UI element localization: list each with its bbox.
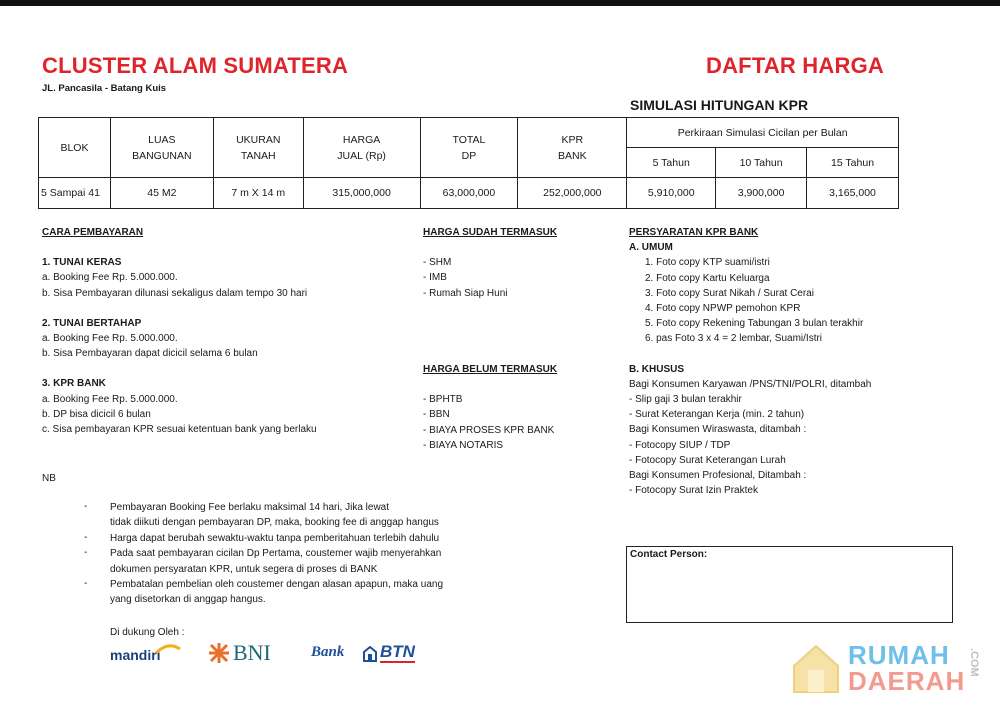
umum-item: 4. Foto copy NPWP pemohon KPR — [645, 303, 801, 315]
nb-line: tidak diikuti dengan pembayaran DP, maka, booking fee di anggap hangus — [110, 517, 439, 529]
nb-bullet: - — [84, 532, 88, 543]
rumah-daerah-house-icon — [790, 642, 842, 696]
btn-logo: Bank BTN — [311, 642, 415, 661]
support-label: Di dukung Oleh : — [110, 627, 185, 638]
header-15-tahun: 15 Tahun — [807, 148, 899, 178]
khusus-title: B. KHUSUS — [629, 363, 685, 375]
cell-5-tahun: 5,910,000 — [627, 178, 716, 209]
cell-kpr: 252,000,000 — [518, 178, 627, 209]
tunai-keras-title: 1. TUNAI KERAS — [42, 257, 122, 269]
khusus-item: Bagi Konsumen Karyawan /PNS/TNI/POLRI, ditambah — [629, 378, 872, 390]
kpr-bank-b: b. DP bisa dicicil 6 bulan — [42, 408, 151, 420]
address: JL. Pancasila - Batang Kuis — [42, 83, 167, 94]
nb-line: dokumen persyaratan KPR, untuk segera di proses di BANK — [110, 563, 378, 575]
included-item: - Rumah Siap Huni — [423, 287, 508, 299]
payment-methods — [42, 225, 412, 437]
nb-line: Pembatalan pembelian oleh coustemer dengan alasan apapun, maka uang — [110, 579, 444, 591]
khusus-item: - Fotocopy Surat Keterangan Lurah — [629, 454, 786, 466]
header-ukuran: UKURAN TANAH — [213, 118, 303, 178]
bni-emblem-icon — [208, 642, 230, 664]
nb-line: Pada saat pembayaran cicilan Dp Pertama, coustemer wajib menyerahkan — [110, 548, 442, 560]
khusus-item: - Fotocopy SIUP / TDP — [629, 439, 731, 451]
watermark-rumah: RUMAH — [848, 640, 950, 670]
header-total-dp: TOTAL DP — [420, 118, 518, 178]
header-blok: BLOK — [39, 118, 111, 178]
header-10-tahun: 10 Tahun — [716, 148, 807, 178]
header-luas: LUAS BANGUNAN — [110, 118, 213, 178]
header-kpr: KPR BANK — [518, 118, 627, 178]
kpr-bank-a: a. Booking Fee Rp. 5.000.000. — [42, 393, 178, 405]
cell-ukuran: 7 m X 14 m — [213, 178, 303, 209]
nb-line: Harga dapat berubah sewaktu-waktu tanpa pemberitahuan terlebih dahulu — [110, 532, 440, 544]
khusus-item: Bagi Konsumen Profesional, Ditambah : — [629, 470, 807, 482]
tunai-bertahap-b: b. Sisa Pembayaran dapat dicicil selama 6 bulan — [42, 348, 258, 360]
excluded-item: - BBN — [423, 409, 450, 421]
kpr-requirements-title: PERSYARATAN KPR BANK — [629, 227, 759, 238]
excluded-item: - BIAYA NOTARIS — [423, 439, 504, 451]
top-border — [0, 0, 1000, 6]
table-row — [39, 178, 899, 209]
included-item: - IMB — [423, 272, 447, 284]
btn-house-icon — [363, 646, 377, 662]
header-harga: HARGA JUAL (Rp) — [303, 118, 420, 178]
page-title: CLUSTER ALAM SUMATERA — [42, 53, 349, 78]
nb-notes — [110, 500, 530, 608]
watermark-com: .COM — [968, 648, 980, 677]
cell-10-tahun: 3,900,000 — [716, 178, 807, 209]
kpr-bank-c: c. Sisa pembayaran KPR sesuai ketentuan bank yang berlaku — [42, 424, 317, 436]
nb-line: yang disetorkan di anggap hangus. — [110, 594, 266, 606]
included-item: - SHM — [423, 257, 452, 269]
nb-label: NB — [42, 473, 56, 484]
mandiri-swoosh-icon — [154, 643, 182, 655]
contact-person-box — [626, 546, 953, 623]
excluded-section — [423, 362, 613, 453]
umum-item: 2. Foto copy Kartu Keluarga — [645, 272, 770, 284]
umum-item: 5. Foto copy Rekening Tabungan 3 bulan terakhir — [645, 318, 864, 330]
tunai-keras-a: a. Booking Fee Rp. 5.000.000. — [42, 272, 178, 284]
excluded-item: - BPHTB — [423, 394, 463, 406]
nb-bullet: - — [84, 501, 88, 512]
mandiri-logo: mandiri — [110, 643, 188, 665]
cell-blok: 5 Sampai 41 — [39, 178, 111, 209]
tunai-keras-b: b. Sisa Pembayaran dilunasi sekaligus dalam tempo 30 hari — [42, 287, 308, 299]
umum-item: 3. Foto copy Surat Nikah / Surat Cerai — [645, 287, 814, 299]
kpr-bank-title: 3. KPR BANK — [42, 378, 106, 390]
khusus-item: - Fotocopy Surat Izin Praktek — [629, 485, 758, 497]
price-table — [38, 117, 899, 209]
price-list-title: DAFTAR HARGA — [706, 53, 884, 78]
bni-logo: BNI — [208, 640, 288, 670]
kpr-requirements — [629, 225, 959, 498]
umum-item: 1. Foto copy KTP suami/istri — [645, 257, 770, 269]
cell-luas: 45 M2 — [110, 178, 213, 209]
umum-item: 6. pas Foto 3 x 4 = 2 lembar, Suami/Istri — [645, 333, 823, 345]
included-section — [423, 225, 613, 301]
cell-dp: 63,000,000 — [420, 178, 518, 209]
khusus-item: - Slip gaji 3 bulan terakhir — [629, 394, 742, 406]
nb-bullet: - — [84, 578, 88, 589]
payment-methods-title: CARA PEMBAYARAN — [42, 227, 144, 238]
khusus-item: - Surat Keterangan Kerja (min. 2 tahun) — [629, 409, 805, 421]
tunai-bertahap-a: a. Booking Fee Rp. 5.000.000. — [42, 333, 178, 345]
header-simulasi: Perkiraan Simulasi Cicilan per Bulan — [627, 118, 899, 148]
cell-harga: 315,000,000 — [303, 178, 420, 209]
khusus-item: Bagi Konsumen Wiraswasta, ditambah : — [629, 424, 807, 436]
nb-line: Pembayaran Booking Fee berlaku maksimal 14 hari, Jika lewat — [110, 502, 390, 513]
umum-title: A. UMUM — [629, 242, 673, 254]
included-title: HARGA SUDAH TERMASUK — [423, 227, 558, 238]
excluded-item: - BIAYA PROSES KPR BANK — [423, 424, 555, 436]
simulation-title: SIMULASI HITUNGAN KPR — [630, 97, 809, 113]
excluded-title: HARGA BELUM TERMASUK — [423, 364, 558, 375]
header-5-tahun: 5 Tahun — [627, 148, 716, 178]
cell-15-tahun: 3,165,000 — [807, 178, 899, 209]
nb-bullet: - — [84, 547, 88, 558]
watermark-daerah: DAERAH — [848, 666, 966, 696]
contact-person-label: Contact Person: — [630, 549, 708, 560]
tunai-bertahap-title: 2. TUNAI BERTAHAP — [42, 317, 142, 329]
